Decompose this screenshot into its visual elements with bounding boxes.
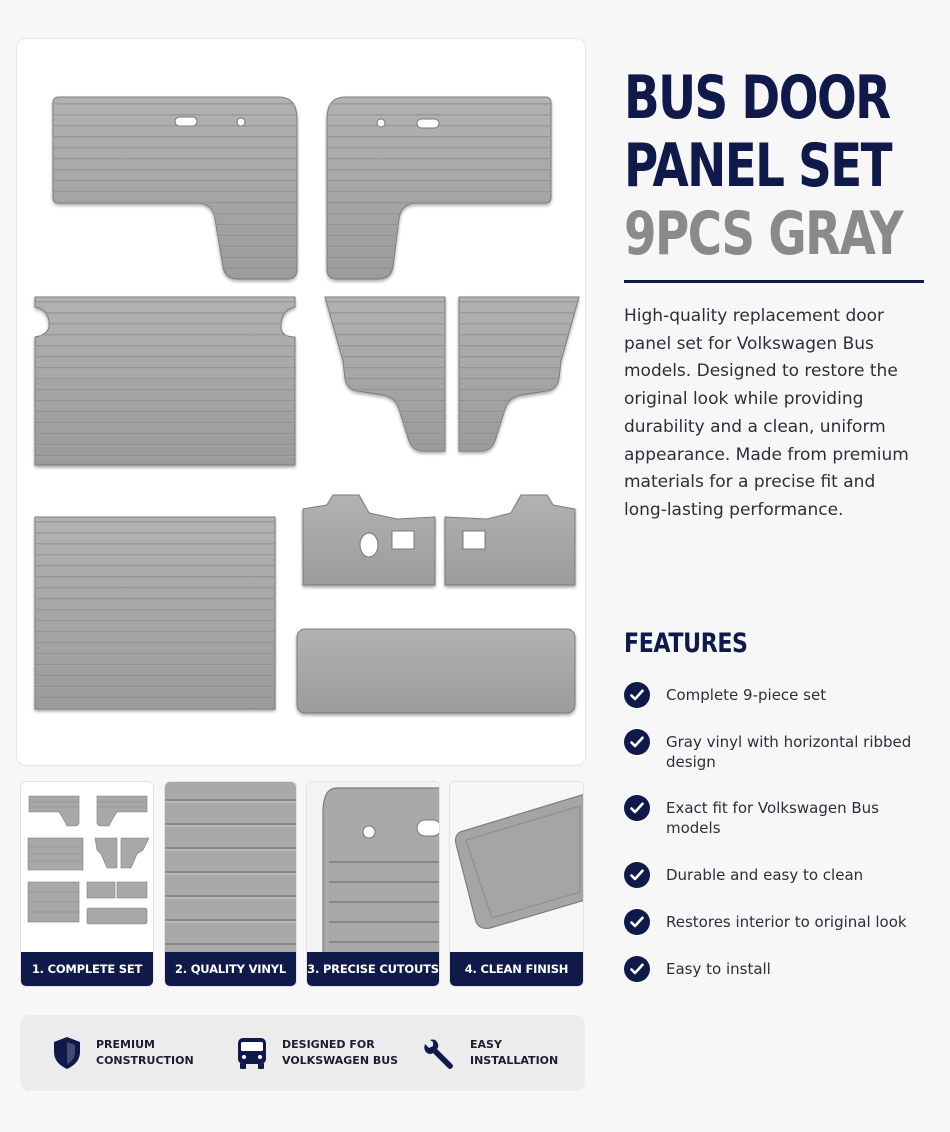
thumbnail-complete-set[interactable] [20, 781, 154, 987]
product-description: High-quality replacement door panel set for Volkswagen Bus models. Designed to restore the original look while providing durability and a clean, uniform appearance. Made from premium materials for a precise fit and long-lasting performance. [624, 306, 909, 520]
feature-item [624, 909, 916, 935]
badge-easy-installation [424, 1015, 558, 1091]
feature-badges-bar [20, 1015, 585, 1091]
title-line-1: BUS DOOR [624, 63, 890, 133]
feature-item [624, 795, 916, 838]
feature-text: Exact fit for Volkswagen Bus models [666, 799, 879, 837]
feature-text: Easy to install [666, 960, 771, 978]
thumbnail-image [450, 782, 584, 954]
panel-kick-right [445, 495, 575, 585]
badge-text: EASY INSTALLATION [470, 1038, 559, 1067]
title-divider [624, 280, 924, 283]
feature-text: Durable and easy to clean [666, 866, 864, 884]
bus-icon [236, 1036, 268, 1070]
thumbnail-precise-cutouts[interactable] [306, 781, 440, 987]
thumbnail-clean-finish[interactable] [449, 781, 584, 987]
checkmark-icon [624, 729, 650, 755]
thumbnail-image [21, 782, 154, 954]
panel-quarter-left [325, 297, 445, 451]
title-line-2: PANEL SET [624, 131, 892, 201]
feature-text: Gray vinyl with horizontal ribbed design [666, 733, 912, 771]
thumbnail-label: 4. CLEAN FINISH [450, 952, 583, 986]
panel-quarter-right [459, 297, 579, 451]
thumbnail-image [307, 782, 440, 954]
wrench-icon [424, 1036, 456, 1070]
checkmark-icon [624, 862, 650, 888]
product-info [624, 64, 926, 525]
panel-front-left [53, 97, 297, 279]
feature-item [624, 729, 916, 772]
checkmark-icon [624, 956, 650, 982]
thumbnail-label: 2. QUALITY VINYL [165, 952, 296, 986]
feature-text: Complete 9-piece set [666, 686, 827, 704]
badge-designed-for-bus [236, 1015, 398, 1091]
main-product-image[interactable] [16, 38, 586, 766]
thumbnail-image [165, 782, 297, 954]
panel-sliding-door [35, 297, 295, 465]
checkmark-icon [624, 795, 650, 821]
feature-item [624, 862, 916, 888]
thumbnail-quality-vinyl[interactable] [164, 781, 297, 987]
thumbnail-label: 1. COMPLETE SET [21, 952, 153, 986]
panel-rear-large [35, 517, 275, 709]
feature-item [624, 682, 916, 708]
thumbnail-label: 3. PRECISE CUTOUTS [307, 952, 439, 986]
checkmark-icon [624, 909, 650, 935]
panel-flat-bottom [297, 629, 575, 713]
badge-text: PREMIUM CONSTRUCTION [96, 1038, 194, 1067]
badge-premium-construction [52, 1015, 194, 1091]
shield-icon [52, 1036, 82, 1070]
feature-text: Restores interior to original look [666, 913, 907, 931]
badge-text: DESIGNED FOR VOLKSWAGEN BUS [282, 1038, 399, 1067]
panel-front-right [327, 97, 551, 279]
door-panel-set-illustration [17, 39, 587, 767]
title-line-3: 9PCS GRAY [624, 199, 903, 269]
panel-kick-left [303, 495, 435, 585]
features-heading: FEATURES [624, 628, 748, 659]
checkmark-icon [624, 682, 650, 708]
feature-item [624, 956, 916, 982]
